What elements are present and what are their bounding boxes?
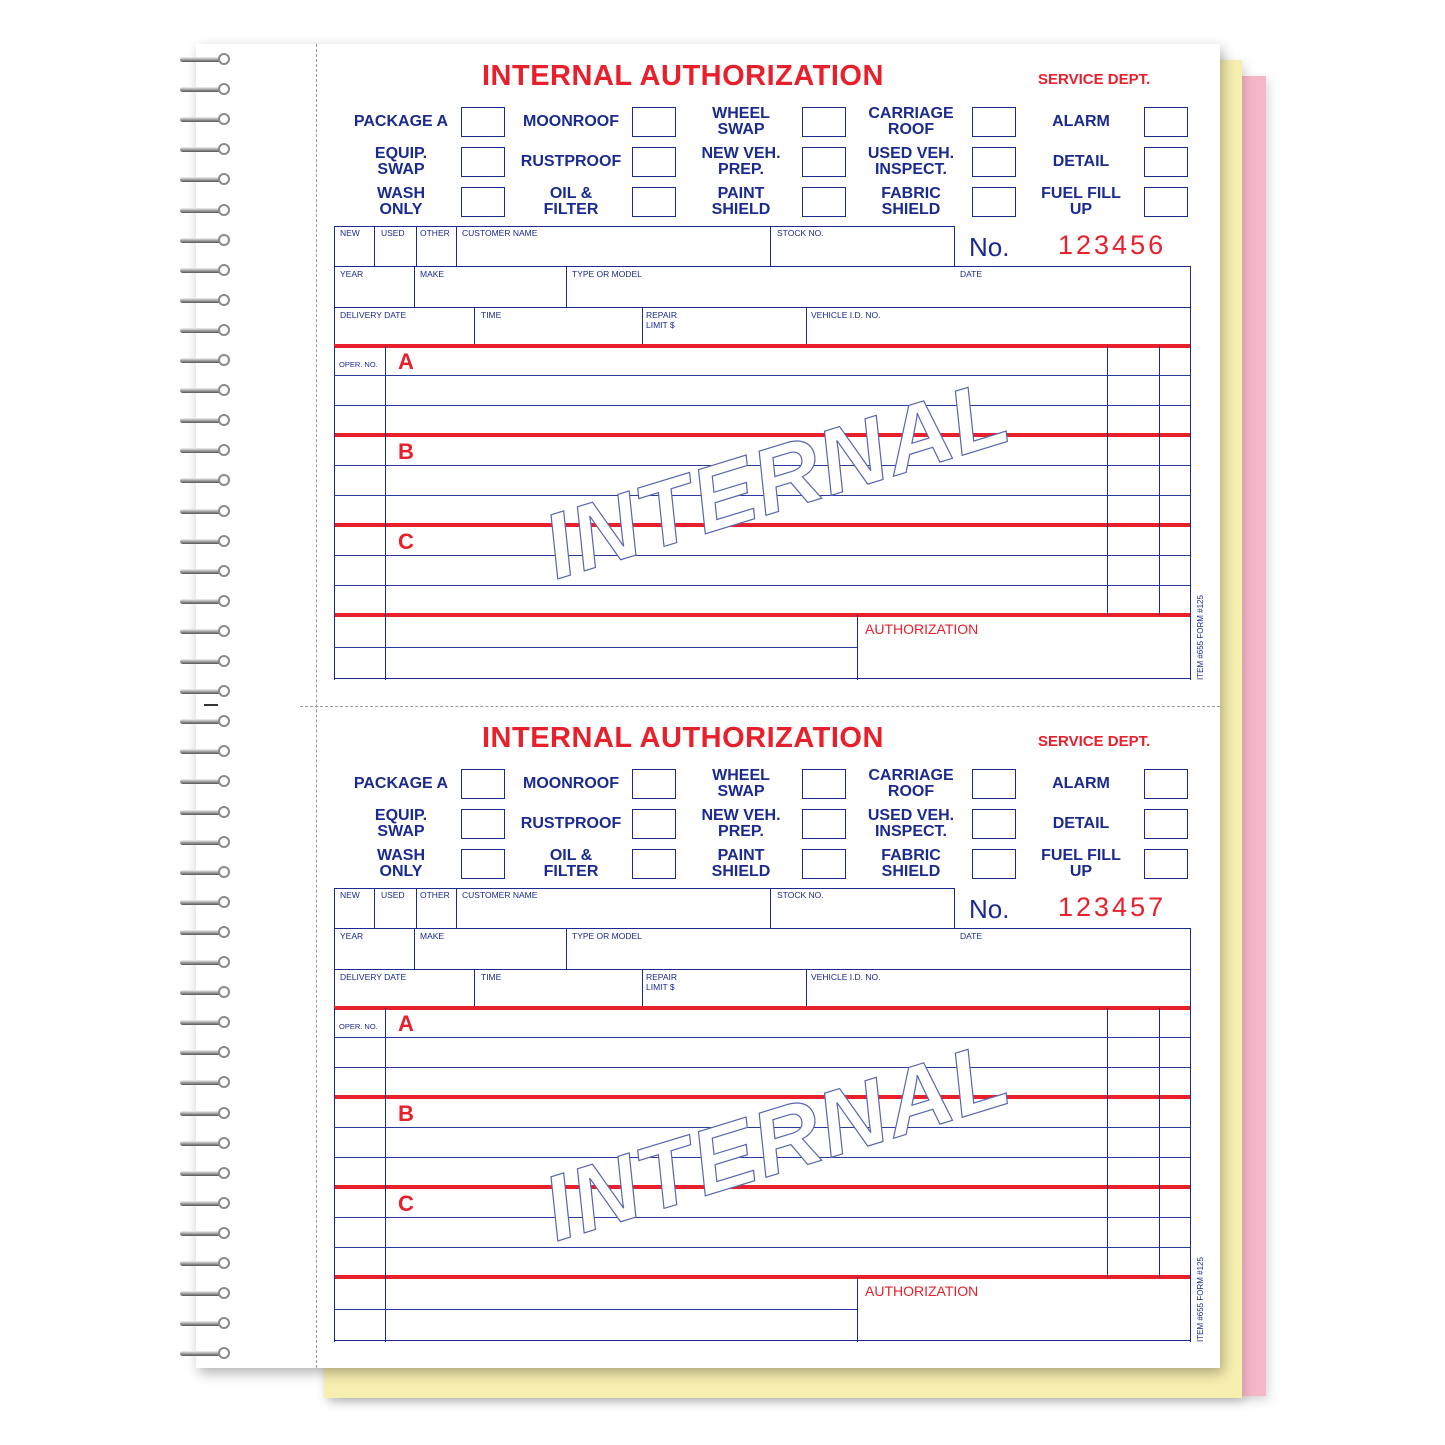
- option-label: WHEEL SWAP: [712, 767, 770, 800]
- number-label: No.: [969, 894, 1010, 924]
- year-label: YEAR: [340, 931, 364, 941]
- used-label: USED: [381, 228, 405, 238]
- spiral-coil: [178, 444, 234, 458]
- spiral-coil: [178, 685, 234, 699]
- option-label: RUSTPROOF: [520, 815, 622, 832]
- spiral-coil: [178, 414, 234, 428]
- stock-no-label: STOCK NO.: [777, 890, 824, 900]
- spiral-coil: [178, 836, 234, 850]
- option-label: CARRIAGE ROOF: [868, 767, 954, 800]
- option-checkbox[interactable]: [802, 187, 846, 217]
- repair-limit-label: REPAIR LIMIT $: [646, 972, 678, 992]
- option-checkbox[interactable]: [632, 187, 676, 217]
- spiral-coil: [178, 53, 234, 67]
- internal-watermark: INTERNAL: [532, 360, 1023, 599]
- option-label: PACKAGE A: [353, 113, 449, 130]
- option-checkbox[interactable]: [972, 107, 1016, 137]
- section-c-label: C: [398, 529, 414, 554]
- spiral-coil: [178, 565, 234, 579]
- oper-no-label: OPER. NO.: [339, 1022, 378, 1031]
- spiral-coil: [178, 1076, 234, 1090]
- option-checkbox[interactable]: [1144, 107, 1188, 137]
- spiral-coil: [178, 896, 234, 910]
- option-label: DETAIL: [1052, 815, 1110, 832]
- option-label: PACKAGE A: [353, 775, 449, 792]
- spiral-coil: [178, 1197, 234, 1211]
- spiral-coil: [178, 324, 234, 338]
- option-label: EQUIP. SWAP: [374, 807, 428, 840]
- option-label: MOONROOF: [523, 775, 619, 792]
- type-or-model-label: TYPE OR MODEL: [572, 269, 642, 279]
- spiral-coil: [178, 535, 234, 549]
- option-checkbox[interactable]: [461, 147, 505, 177]
- option-checkbox[interactable]: [461, 809, 505, 839]
- option-label: USED VEH. INSPECT.: [867, 807, 955, 840]
- option-checkbox[interactable]: [972, 769, 1016, 799]
- type-or-model-label: TYPE OR MODEL: [572, 931, 642, 941]
- authorization-label: AUTHORIZATION: [865, 621, 979, 637]
- section-b-label: B: [398, 1101, 414, 1126]
- option-label: FABRIC SHIELD: [881, 847, 941, 880]
- option-label: NEW VEH. PREP.: [701, 807, 781, 840]
- spiral-coil: [178, 625, 234, 639]
- option-label: FUEL FILL UP: [1041, 847, 1121, 880]
- option-label: OIL & FILTER: [543, 185, 599, 218]
- option-label: PAINT SHIELD: [711, 185, 771, 218]
- option-label: OIL & FILTER: [543, 847, 599, 880]
- option-label: DETAIL: [1052, 153, 1110, 170]
- spiral-coil: [178, 1137, 234, 1151]
- option-checkbox[interactable]: [802, 849, 846, 879]
- spiral-coil: [178, 595, 234, 609]
- section-a-label: A: [398, 1011, 414, 1036]
- option-checkbox[interactable]: [972, 147, 1016, 177]
- option-checkbox[interactable]: [632, 809, 676, 839]
- spiral-coil: [178, 474, 234, 488]
- option-label: RUSTPROOF: [520, 153, 622, 170]
- make-label: MAKE: [420, 269, 445, 279]
- department-label: SERVICE DEPT.: [1038, 733, 1151, 750]
- number-label: No.: [969, 232, 1010, 262]
- spiral-coil: [178, 715, 234, 729]
- option-label: FUEL FILL UP: [1041, 185, 1121, 218]
- date-label: DATE: [960, 931, 983, 941]
- option-label: WASH ONLY: [377, 847, 425, 880]
- spiral-coil: [178, 745, 234, 759]
- option-checkbox[interactable]: [1144, 849, 1188, 879]
- new-label: NEW: [340, 228, 360, 238]
- option-checkbox[interactable]: [1144, 769, 1188, 799]
- spiral-coil: [178, 926, 234, 940]
- option-label: EQUIP. SWAP: [374, 145, 428, 178]
- stock-no-label: STOCK NO.: [777, 228, 824, 238]
- spiral-coil: [178, 143, 234, 157]
- option-checkbox[interactable]: [1144, 187, 1188, 217]
- option-label: MOONROOF: [523, 113, 619, 130]
- spiral-coil: [178, 234, 234, 248]
- oper-no-label: OPER. NO.: [339, 360, 378, 369]
- section-b-label: B: [398, 439, 414, 464]
- internal-watermark: INTERNAL: [532, 1022, 1023, 1261]
- form-title: INTERNAL AUTHORIZATION: [482, 722, 884, 754]
- option-label: FABRIC SHIELD: [881, 185, 941, 218]
- option-checkbox[interactable]: [972, 187, 1016, 217]
- spiral-coil: [178, 1107, 234, 1121]
- option-checkbox[interactable]: [632, 107, 676, 137]
- item-form-code: ITEM #655 FORM #125: [1196, 1257, 1205, 1342]
- vin-label: VEHICLE I.D. NO.: [811, 972, 881, 982]
- spiral-coil: [178, 1227, 234, 1241]
- spiral-coil: [178, 264, 234, 278]
- department-label: SERVICE DEPT.: [1038, 71, 1151, 88]
- spiral-coil: [178, 1016, 234, 1030]
- option-label: ALARM: [1052, 113, 1110, 130]
- spiral-coil: [178, 1317, 234, 1331]
- customer-name-label: CUSTOMER NAME: [462, 890, 538, 900]
- option-label: USED VEH. INSPECT.: [867, 145, 955, 178]
- authorization-form-2: [316, 706, 1220, 1368]
- other-label: OTHER: [420, 890, 450, 900]
- spiral-coil: [178, 1167, 234, 1181]
- spiral-coil: [178, 204, 234, 218]
- spiral-coil: [178, 1257, 234, 1271]
- vin-label: VEHICLE I.D. NO.: [811, 310, 881, 320]
- authorization-form-1: [316, 44, 1220, 706]
- option-checkbox[interactable]: [802, 107, 846, 137]
- option-checkbox[interactable]: [461, 187, 505, 217]
- spiral-coil: [178, 866, 234, 880]
- option-label: NEW VEH. PREP.: [701, 145, 781, 178]
- delivery-date-label: DELIVERY DATE: [340, 972, 407, 982]
- option-checkbox[interactable]: [1144, 809, 1188, 839]
- form-title: INTERNAL AUTHORIZATION: [482, 60, 884, 92]
- option-checkbox[interactable]: [632, 769, 676, 799]
- option-label: WASH ONLY: [377, 185, 425, 218]
- spiral-coil: [178, 1046, 234, 1060]
- spiral-coil: [178, 505, 234, 519]
- time-label: TIME: [481, 310, 502, 320]
- spiral-coil: [178, 354, 234, 368]
- new-label: NEW: [340, 890, 360, 900]
- year-label: YEAR: [340, 269, 364, 279]
- option-checkbox[interactable]: [972, 849, 1016, 879]
- option-label: WHEEL SWAP: [712, 105, 770, 138]
- spiral-coil: [178, 956, 234, 970]
- option-label: ALARM: [1052, 775, 1110, 792]
- spiral-coil: [178, 173, 234, 187]
- option-checkbox[interactable]: [461, 769, 505, 799]
- section-a-label: A: [398, 349, 414, 374]
- option-checkbox[interactable]: [461, 107, 505, 137]
- spiral-binding: [178, 50, 238, 1370]
- delivery-date-label: DELIVERY DATE: [340, 310, 407, 320]
- item-form-code: ITEM #655 FORM #125: [1196, 595, 1205, 680]
- option-label: CARRIAGE ROOF: [868, 105, 954, 138]
- time-label: TIME: [481, 972, 502, 982]
- spiral-coil: [178, 986, 234, 1000]
- option-checkbox[interactable]: [802, 769, 846, 799]
- customer-name-label: CUSTOMER NAME: [462, 228, 538, 238]
- other-label: OTHER: [420, 228, 450, 238]
- spiral-coil: [178, 1287, 234, 1301]
- repair-limit-label: REPAIR LIMIT $: [646, 310, 678, 330]
- option-checkbox[interactable]: [802, 147, 846, 177]
- option-checkbox[interactable]: [632, 849, 676, 879]
- spiral-coil: [178, 83, 234, 97]
- option-checkbox[interactable]: [972, 809, 1016, 839]
- spiral-coil: [178, 655, 234, 669]
- authorization-label: AUTHORIZATION: [865, 1283, 979, 1299]
- spiral-coil: [178, 1347, 234, 1361]
- spiral-coil: [178, 384, 234, 398]
- option-label: PAINT SHIELD: [711, 847, 771, 880]
- make-label: MAKE: [420, 931, 445, 941]
- spiral-coil: [178, 294, 234, 308]
- section-c-label: C: [398, 1191, 414, 1216]
- spiral-coil: [178, 113, 234, 127]
- option-checkbox[interactable]: [802, 809, 846, 839]
- date-label: DATE: [960, 269, 983, 279]
- form-number: 123457: [1058, 892, 1167, 922]
- form-number: 123456: [1058, 230, 1167, 260]
- spiral-coil: [178, 806, 234, 820]
- used-label: USED: [381, 890, 405, 900]
- option-checkbox[interactable]: [632, 147, 676, 177]
- spiral-coil: [178, 775, 234, 789]
- option-checkbox[interactable]: [461, 849, 505, 879]
- option-checkbox[interactable]: [1144, 147, 1188, 177]
